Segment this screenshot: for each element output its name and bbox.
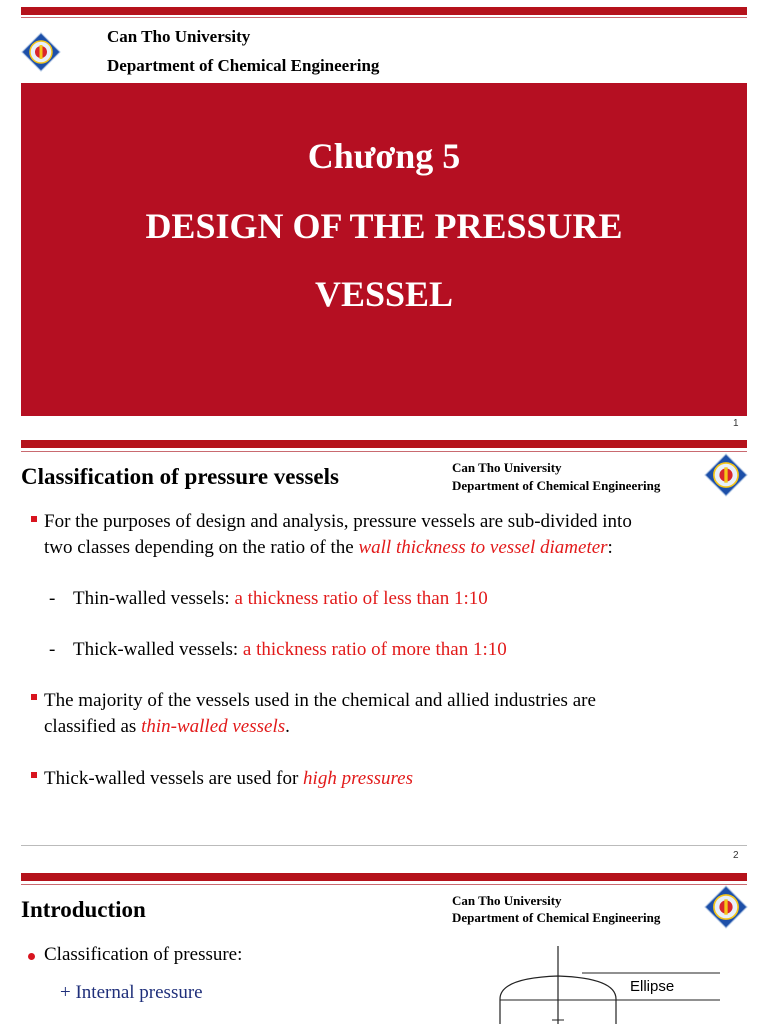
university-name: Can Tho University — [452, 460, 562, 475]
dash-item-1-label: Thin-walled vessels: — [73, 588, 235, 609]
can-tho-university-logo-icon — [704, 453, 748, 497]
bullet-3 — [44, 766, 413, 792]
dash-glyph: - — [49, 639, 56, 660]
dash-glyph: - — [49, 588, 56, 609]
vessel-diagram — [492, 944, 752, 1024]
slide-title-line-2: VESSEL — [314, 274, 454, 314]
bullet-1-line-2 — [44, 535, 613, 561]
slide-2 — [0, 432, 768, 864]
department-name: Department of Chemical Engineering — [107, 56, 380, 75]
dash-item-1-value: a thickness ratio of less than 1:10 — [234, 588, 488, 609]
bullet-2-end: . — [285, 716, 290, 737]
dash-item-1 — [73, 586, 488, 612]
slide-title-line-1: DESIGN OF THE PRESSURE — [145, 206, 623, 246]
slide-1 — [0, 0, 768, 432]
bullet-square-icon — [31, 694, 37, 700]
chapter-title: Chương 5 — [307, 136, 461, 176]
top-red-bar — [21, 7, 747, 15]
bullet-3-emphasis: high pressures — [303, 768, 414, 789]
bullet-2-text: classified as — [44, 716, 142, 737]
slide-3 — [0, 864, 768, 1024]
bullet-square-icon — [31, 516, 37, 522]
bullet-1-end: : — [607, 537, 613, 558]
can-tho-university-logo-icon — [704, 885, 748, 929]
page-number: 1 — [733, 418, 739, 429]
bullet-1-text: two classes depending on the ratio of the — [44, 537, 359, 558]
bullet-dot-icon — [28, 953, 35, 960]
page-number: 2 — [733, 850, 739, 861]
diagram-label: Ellipse — [630, 978, 675, 995]
bullet-2-line-2 — [44, 714, 290, 740]
university-name: Can Tho University — [452, 893, 562, 908]
top-red-bar — [21, 440, 747, 448]
can-tho-university-logo-icon — [21, 32, 61, 72]
bullet-2-line-1: The majority of the vessels used in the chemical and allied industries are — [44, 690, 596, 711]
bullet-1-emphasis: wall thickness to vessel diameter — [358, 537, 608, 558]
dash-item-2-label: Thick-walled vessels: — [73, 639, 243, 660]
dash-item-2 — [73, 637, 507, 663]
bullet-3-text: Thick-walled vessels are used for — [44, 768, 304, 789]
bullet-1-line-1: For the purposes of design and analysis, pressure vessels are sub-divided into — [44, 511, 632, 532]
bullet-square-icon — [31, 772, 37, 778]
dash-item-2-value: a thickness ratio of more than 1:10 — [242, 639, 507, 660]
slide-heading: Introduction — [21, 897, 146, 922]
top-thin-line — [21, 17, 747, 18]
top-thin-line — [21, 451, 747, 452]
bottom-separator — [21, 845, 747, 846]
department-name: Department of Chemical Engineering — [452, 478, 661, 493]
sub-item-1: + Internal pressure — [60, 982, 203, 1003]
top-thin-line — [21, 884, 747, 885]
title-block — [21, 83, 747, 416]
bullet-2-emphasis: thin-walled vessels — [141, 716, 286, 737]
university-name: Can Tho University — [107, 27, 251, 46]
department-name: Department of Chemical Engineering — [452, 910, 661, 925]
top-red-bar — [21, 873, 747, 881]
bullet-1: Classification of pressure: — [44, 944, 243, 965]
slide-heading: Classification of pressure vessels — [21, 464, 339, 489]
